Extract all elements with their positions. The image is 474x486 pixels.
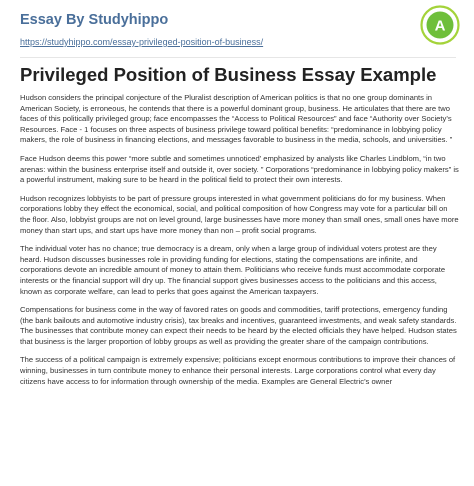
essay-paragraph: Hudson recognizes lobbyists to be part of pressure groups interested in what government politicians do for my business. When corporations lobby they effect the economical, social, and political composition of how Congress may vote for a particular bill on the floor. Also, lobbyist groups are not on level ground, large businesses have more money than small ones, small ones have more money than start ups, and start ups have more money than non – profit social programs.	[20, 193, 459, 235]
essay-body	[20, 93, 460, 395]
essay-title: Privileged Position of Business Essay Example	[20, 64, 437, 85]
essay-paragraph: The success of a political campaign is extremely expensive; politicians except enormous contributions to improve their chances of winning, businesses in turn contribute money to enhance their personal interests. Large corporations control what every day citizens have access to for information through ownership of the media. Examples are General Electric’s owner	[20, 355, 456, 386]
logo-letter: A	[434, 17, 446, 35]
page-url-link[interactable]: https://studyhippo.com/essay-privileged-position-of-business/	[20, 37, 264, 47]
header-divider	[20, 57, 456, 58]
site-header	[0, 0, 474, 58]
studyhippo-logo-icon[interactable]	[420, 5, 460, 45]
site-brand[interactable]: Essay By Studyhippo	[20, 12, 169, 28]
essay-paragraph: Face Hudson deems this power “more subtle and sometimes unnoticed’ emphasized by analysts like Charles Lindblom, “in two arenas: within the business enterprise itself and outside it, over society. ” Corporations “predominance in lobbying policy makers” is a powerful instrument, making sure to be heard in the political field to protect their own interests.	[20, 153, 459, 185]
essay-paragraph: Compensations for business come in the way of favored rates on goods and commodities, tariff protections, emergency funding (the bank bailouts and automotive industry crisis), tax breaks and incentives, guaranteed investments, and weak safety standards. The businesses that contribute money can expect their needs to be heard by the elected officials they have helped. Hudson states that business is the larger proportion of lobby groups as well as providing the greater share of the campaign contributions.	[20, 305, 457, 346]
essay-paragraph: Hudson considers the principal conjecture of the Pluralist description of American politics is that no one group dominants in American Society, is erroneous, he contends that there is a powerful dominant group, business. He articulates that there are two faces of this politically privileged group; face encompasses the “Access to Political Resources” and face “Authority over Society’s Resources. Face - 1 focuses on three aspects of business privilege toward political benefits: “predominance in lobbying policy makers, the role of business in financing elections, and messages favorable to business in the media, schools, and universities. ”	[20, 93, 453, 145]
essay-paragraph: The individual voter has no chance; true democracy is a dream, only when a large group of individual voters protest are they heard. Hudson discusses businesses role in providing funding for elections, stating the compensations are infinite, and corporations devote an incredible amount of money to attain them. Politicians who receive funds must accommodate corporate interests or the financial support will dry up. The financial support gives businesses access to the politicians and this access, known as corporate welfare, can lead to perks that goes against the American taxpayers.	[20, 244, 446, 296]
